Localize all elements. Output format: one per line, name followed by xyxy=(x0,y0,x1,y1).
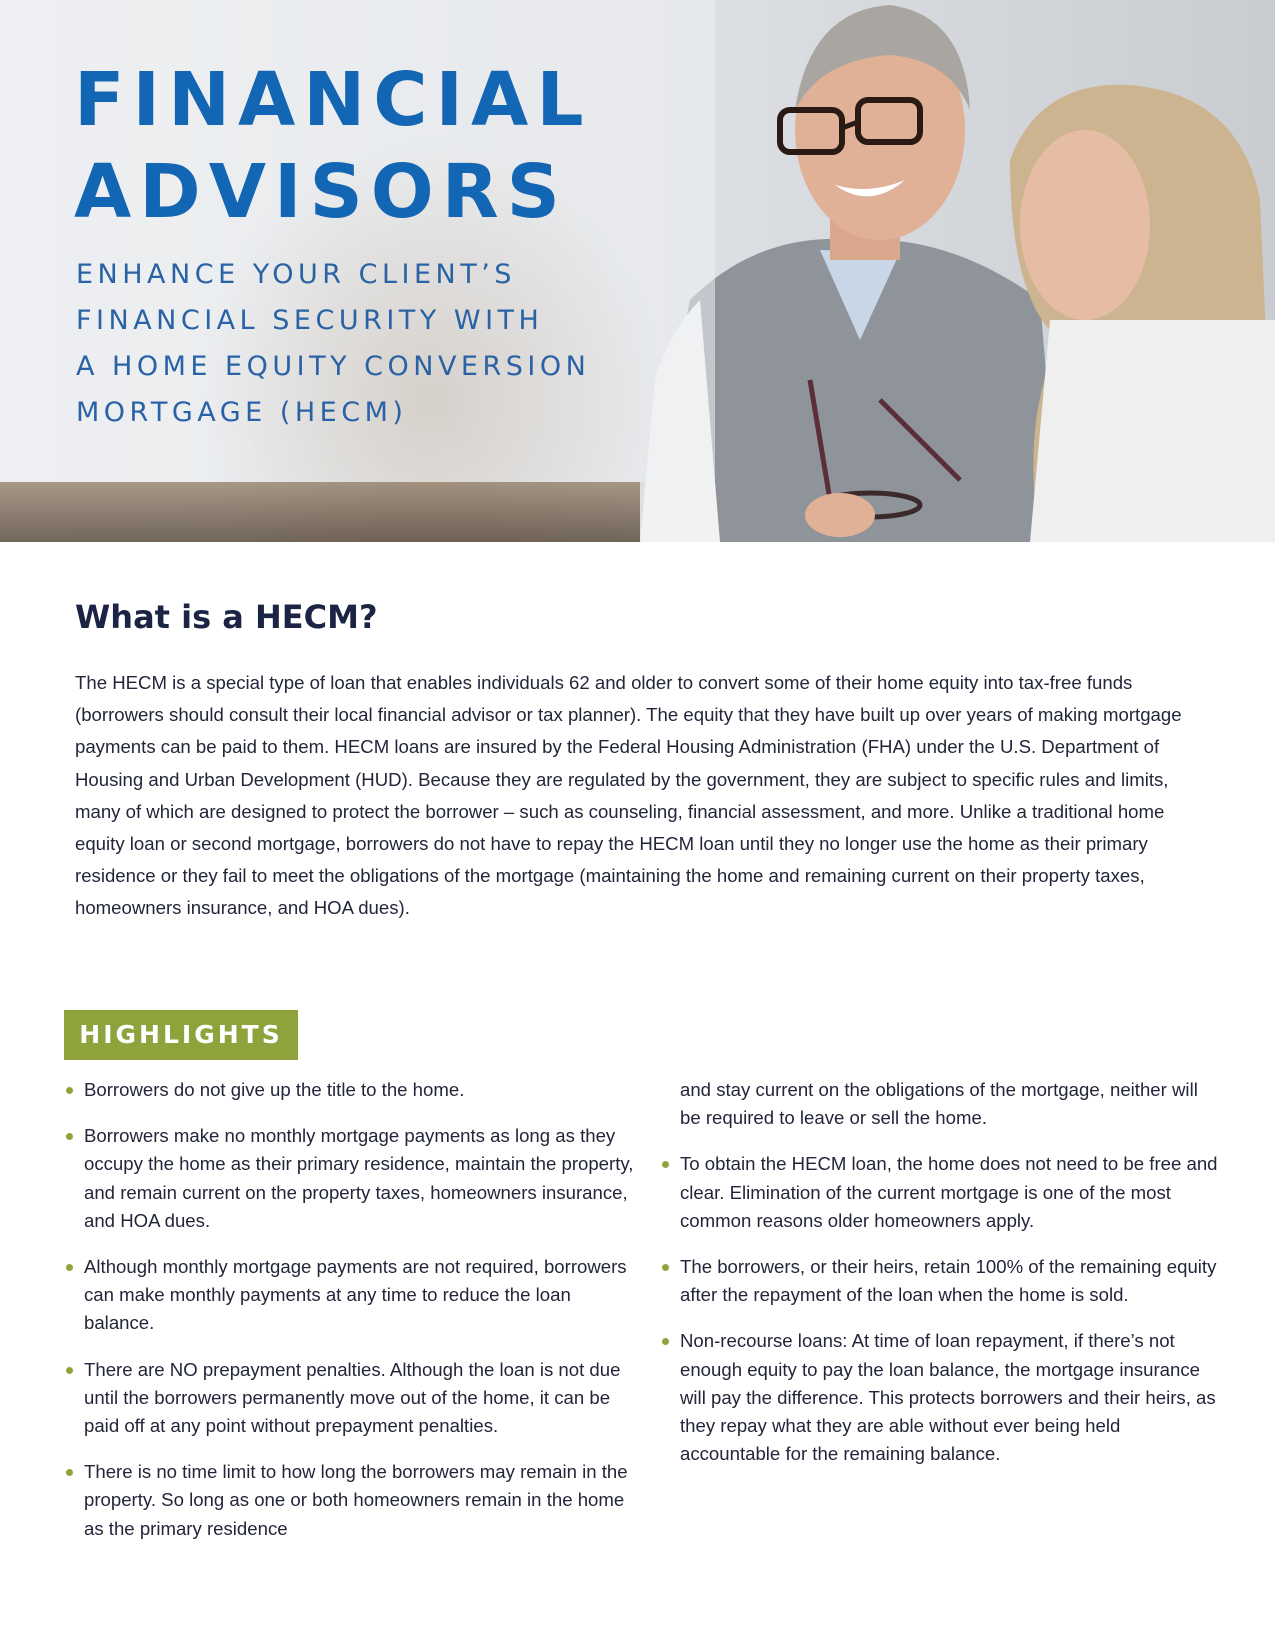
highlight-item: There is no time limit to how long the borrowers may remain in the property. So long as one or both homeowners remain in the home as the primary residence xyxy=(64,1458,634,1543)
section-heading-what-is-hecm: What is a HECM? xyxy=(75,598,378,636)
highlights-badge: HIGHLIGHTS xyxy=(64,1010,298,1060)
highlights-left-column xyxy=(64,1076,634,1561)
subtitle-line-1: ENHANCE YOUR CLIENT’S xyxy=(76,259,516,290)
highlight-item: The borrowers, or their heirs, retain 100% of the remaining equity after the repayment of the loan when the home is sold. xyxy=(660,1253,1220,1309)
highlight-item: Non-recourse loans: At time of loan repayment, if there’s not enough equity to pay the loan balance, the mortgage insurance will pay the difference. This protects borrowers and their heirs, as they repay what they are able without ever being held accountable for the remaining balance. xyxy=(660,1327,1220,1468)
highlight-item: To obtain the HECM loan, the home does not need to be free and clear. Elimination of the current mortgage is one of the most common reasons older homeowners apply. xyxy=(660,1150,1220,1235)
page-subtitle xyxy=(76,252,590,436)
highlight-item: Borrowers do not give up the title to the home. xyxy=(64,1076,634,1104)
subtitle-line-2: FINANCIAL SECURITY WITH xyxy=(76,305,544,336)
highlight-item: There are NO prepayment penalties. Although the loan is not due until the borrowers permanently move out of the home, it can be paid off at any point without prepayment penalties. xyxy=(64,1356,634,1441)
hero-banner xyxy=(0,0,1275,542)
highlight-item-continuation: and stay current on the obligations of the mortgage, neither will be required to leave or sell the home. xyxy=(680,1079,1198,1129)
highlight-item: Borrowers make no monthly mortgage payments as long as they occupy the home as their primary residence, maintain the property, and remain current on the property taxes, homeowners insurance, and HOA dues. xyxy=(64,1122,634,1235)
subtitle-line-3: A HOME EQUITY CONVERSION xyxy=(76,351,591,382)
intro-paragraph: The HECM is a special type of loan that enables individuals 62 and older to convert some of their home equity into tax-free funds (borrowers should consult their local financial advisor or tax planner). The equity that they have built up over years of making mortgage payments can be paid to them. HECM loans are insured by the Federal Housing Administration (FHA) under the U.S. Department of Housing and Urban Development (HUD). Because they are regulated by the government, they are subject to specific rules and limits, many of which are designed to protect the borrower – such as counseling, financial assessment, and more. Unlike a traditional home equity loan or second mortgage, borrowers do not have to repay the HECM loan until they no longer use the home as their primary residence or they fail to meet the obligations of the mortgage (maintaining the home and remaining current on their property taxes, homeowners insurance, and HOA dues). xyxy=(75,672,1182,919)
highlight-item: Although monthly mortgage payments are not required, borrowers can make monthly payments at any time to reduce the loan balance. xyxy=(64,1253,634,1338)
title-line-2: ADVISORS xyxy=(74,149,568,235)
title-line-1: FINANCIAL xyxy=(74,57,592,143)
highlights-right-column xyxy=(660,1076,1220,1486)
subtitle-line-4: MORTGAGE (HECM) xyxy=(76,397,408,428)
page-title xyxy=(74,54,591,238)
